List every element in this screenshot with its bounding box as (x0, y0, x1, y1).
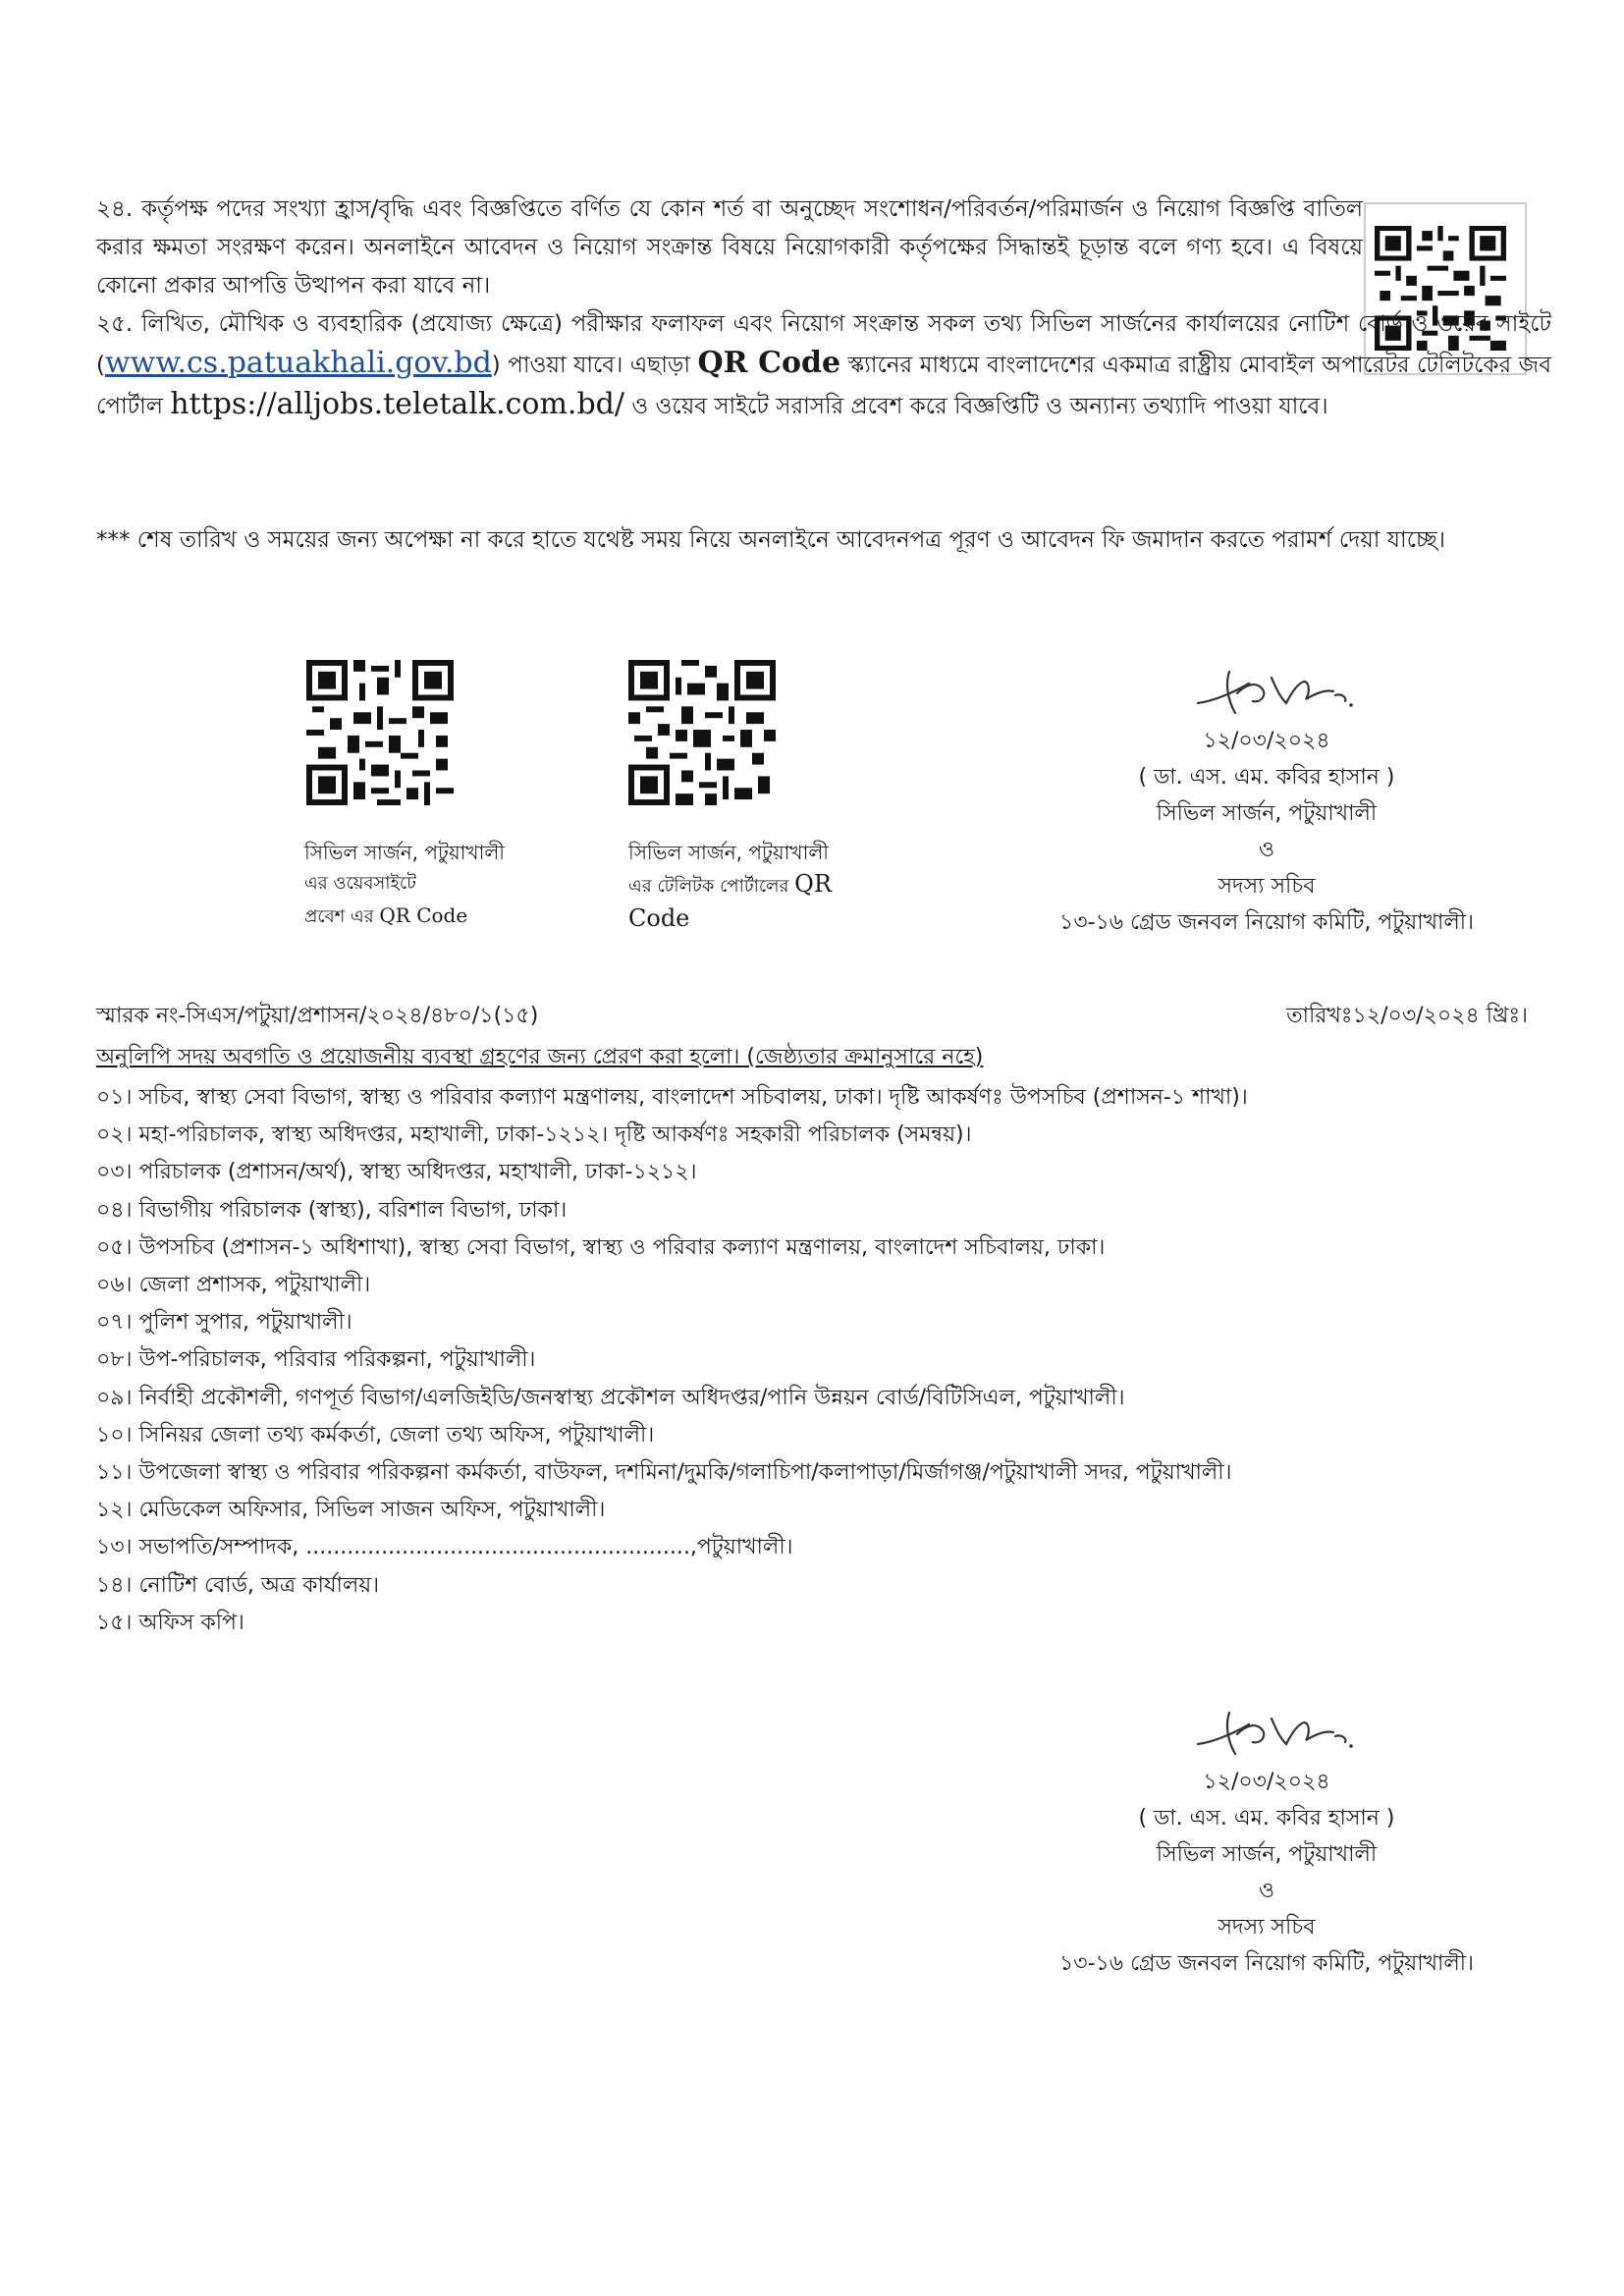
advice-note-text: *** শেষ তারিখ ও সময়ের জন্য অপেক্ষা না করে হাতে যথেষ্ট সময় নিয়ে অনলাইনে আবেদনপত্র পূরণ ও আবেদন ফি জমাদান করতে পরামর্শ দেয়া যাচ্ছে। (96, 527, 1445, 553)
signatory-conjunction: ও (1258, 838, 1275, 862)
paragraph-25-text: ২৫. লিখিত, মৌখিক ও ব্যবহারিক (প্রযোজ্য ক্ষেত্রে) পরীক্ষার ফলাফল এবং নিয়োগ সংক্রান্ত সকল তথ্য সিভিল সার্জনের কার্যালয়ের নোটিশ বোর্ড ও ওয়েব সাইটে ( (96, 311, 1551, 378)
website-qr-code-icon (306, 660, 454, 805)
paragraph-25-text-2: ) পাওয়া যাবে। এছাড়া (491, 353, 698, 378)
list-item: ১৪। নোটিশ বোর্ড, অত্র কার্যালয়। (96, 1572, 380, 1598)
paragraph-24 (96, 191, 1363, 305)
list-item: ১০। সিনিয়র জেলা তথ্য কর্মকর্তা, জেলা তথ্য অফিস, পটুয়াখালী। (96, 1422, 655, 1448)
list-item: ০৮। উপ-পরিচালক, পরিবার পরিকল্পনা, পটুয়াখালী। (96, 1347, 536, 1373)
list-item: ০৭। পুলিশ সুপার, পটুয়াখালী। (96, 1310, 352, 1336)
website-qr-caption-line3: প্রবেশ এর (304, 906, 380, 927)
signatory-role: সদস্য সচিব (1218, 874, 1316, 899)
signatory-committee-2: ১৩-১৬ গ্রেড জনবল নিয়োগ কমিটি, পটুয়াখালী। (1059, 1951, 1474, 1976)
signatory-role-2: সদস্য সচিব (1218, 1915, 1316, 1940)
qr-code-label: QR Code (697, 346, 841, 380)
signatory-committee: ১৩-১৬ গ্রেড জনবল নিয়োগ কমিটি, পটুয়াখালী। (1059, 910, 1474, 935)
signature-image-2 (1051, 1695, 1483, 1764)
teletalk-qr-caption-qr: QR (794, 870, 832, 898)
teletalk-qr-caption (628, 837, 832, 934)
list-item: ০৬। জেলা প্রশাসক, পটুয়াখালী। (96, 1273, 371, 1298)
website-qr-caption (304, 837, 505, 933)
memo-reference: স্মারক নং-সিএস/পটুয়া/প্রশাসন/২০২৪/৪৮০/১(১৫) (96, 1004, 539, 1028)
paragraph-25-text-4: ও ওয়েব সাইটে সরাসরি প্রবেশ করে বিজ্ঞপ্তিটি ও অন্যান্য তথ্যাদি পাওয়া যাবে। (623, 394, 1328, 419)
teletalk-url[interactable]: https://alljobs.teletalk.com.bd/ (170, 387, 624, 421)
signature-image (1051, 654, 1483, 723)
memo-date: তারিখঃ১২/০৩/২০২৪ খ্রিঃ। (1286, 1004, 1528, 1028)
list-item: ০৫। উপসচিব (প্রশাসন-১ অধিশাখা), স্বাস্থ্য সেবা বিভাগ, স্বাস্থ্য ও পরিবার কল্যাণ মন্ত্রণালয়, বাংলাদেশ সচিবালয়, ঢাকা। (96, 1234, 1106, 1260)
list-item: ১৫। অফিস কপি। (96, 1610, 244, 1635)
website-qr-caption-line1: সিভিল সার্জন, পটুয়াখালী (304, 841, 505, 864)
paragraph-25 (96, 305, 1551, 426)
distribution-list (96, 1079, 1248, 1642)
signature-date: ১২/০৩/২০২৪ (1203, 729, 1330, 753)
list-item: ১৩। সভাপতি/সম্পাদক, ........................................................,পটুয়াখালী। (96, 1535, 793, 1560)
advice-note (96, 521, 1549, 560)
signatory-conjunction-2: ও (1258, 1879, 1275, 1903)
list-item: ০৯। নির্বাহী প্রকৌশলী, গণপূর্ত বিভাগ/এলজিইডি/জনস্বাস্থ্য প্রকৌশল অধিদপ্তর/পানি উন্নয়ন বোর্ড/বিটিসিএল, পটুয়াখালী। (96, 1385, 1125, 1410)
paragraph-25-text-3: স্ক্যানের মাধ্যমে বাংলাদেশের একমাত্র রাষ্ট্রীয় মোবাইল অপারেটর টেলিটকের জব পোর্টাল (96, 353, 1551, 419)
website-qr-caption-line2: এর ওয়েবসাইটে (304, 873, 416, 894)
list-item: ১২। মেডিকেল অফিসার, সিভিল সাজন অফিস, পটুয়াখালী। (96, 1498, 606, 1523)
signatory-title: সিভিল সার্জন, পটুয়াখালী (1156, 801, 1378, 826)
list-item: ০২। মহা-পরিচালক, স্বাস্থ্য অধিদপ্তর, মহাখালী, ঢাকা-১২১২। দৃষ্টি আকর্ষণঃ সহকারী পরিচালক (সমন্বয়)। (96, 1122, 972, 1148)
paragraph-24-text: ২৪. কর্তৃপক্ষ পদের সংখ্যা হ্রাস/বৃদ্ধি এবং বিজ্ঞপ্তিতে বর্ণিত যে কোন শর্ত বা অনুচ্ছেদ সংশোধন/পরিবর্তন/পরিমার্জন ও নিয়োগ বিজ্ঞপ্তি বাতিল করার ক্ষমতা সংরক্ষণ করেন। অনলাইনে আবেদন ও নিয়োগ সংক্রান্ত বিষয়ে নিয়োগকারী কর্তৃপক্ষের সিদ্ধান্তই চূড়ান্ত বলে গণ্য হবে। এ বিষয়ে কোনো প্রকার আপত্তি উত্থাপন করা যাবে না। (96, 196, 1363, 299)
signatory-title-2: সিভিল সার্জন, পটুয়াখালী (1156, 1842, 1378, 1867)
signatory-name: ( ডা. এস. এম. কবির হাসান ) (1138, 765, 1395, 790)
list-item: ০১। সচিব, স্বাস্থ্য সেবা বিভাগ, স্বাস্থ্য ও পরিবার কল্যাণ মন্ত্রণালয়, বাংলাদেশ সচিবালয়, ঢাকা। দৃষ্টি আকর্ষণঃ উপসচিব (প্রশাসন-১ শাখা)। (96, 1085, 1248, 1110)
copy-heading: অনুলিপি সদয় অবগতি ও প্রয়োজনীয় ব্যবস্থা গ্রহণের জন্য প্রেরণ করা হলো। (জেষ্ঠ্যতার ক্রমানুসারে নহে) (96, 1045, 984, 1069)
cs-website-link[interactable]: www.cs.patuakhali.gov.bd (104, 346, 492, 380)
teletalk-qr-caption-line2: এর টেলিটক পোর্টালের (628, 876, 795, 897)
signatory-name-2: ( ডা. এস. এম. কবির হাসান ) (1138, 1806, 1395, 1831)
signature-block (1051, 654, 1483, 941)
teletalk-qr-caption-line1: সিভিল সার্জন, পটুয়াখালী (628, 841, 829, 864)
list-item: ১১। উপজেলা স্বাস্থ্য ও পরিবার পরিকল্পনা কর্মকর্তা, বাউফল, দশমিনা/দুমকি/গলাচিপা/কলাপাড়া/মির্জাগঞ্জ/পটুয়াখালী সদর, পটুয়াখালী। (96, 1460, 1232, 1486)
website-qr-caption-code: QR Code (379, 903, 468, 927)
list-item: ০৩। পরিচালক (প্রশাসন/অর্থ), স্বাস্থ্য অধিদপ্তর, মহাখালী, ঢাকা-১২১২। (96, 1160, 697, 1185)
signature-date-2: ১২/০৩/২০২৪ (1203, 1770, 1330, 1794)
list-item: ০৪। বিভাগীয় পরিচালক (স্বাস্থ্য), বরিশাল বিভাগ, ঢাকা। (96, 1197, 568, 1223)
signature-block-2 (1051, 1695, 1483, 1982)
teletalk-qr-code-icon (628, 660, 776, 805)
teletalk-qr-caption-code: Code (628, 904, 690, 932)
